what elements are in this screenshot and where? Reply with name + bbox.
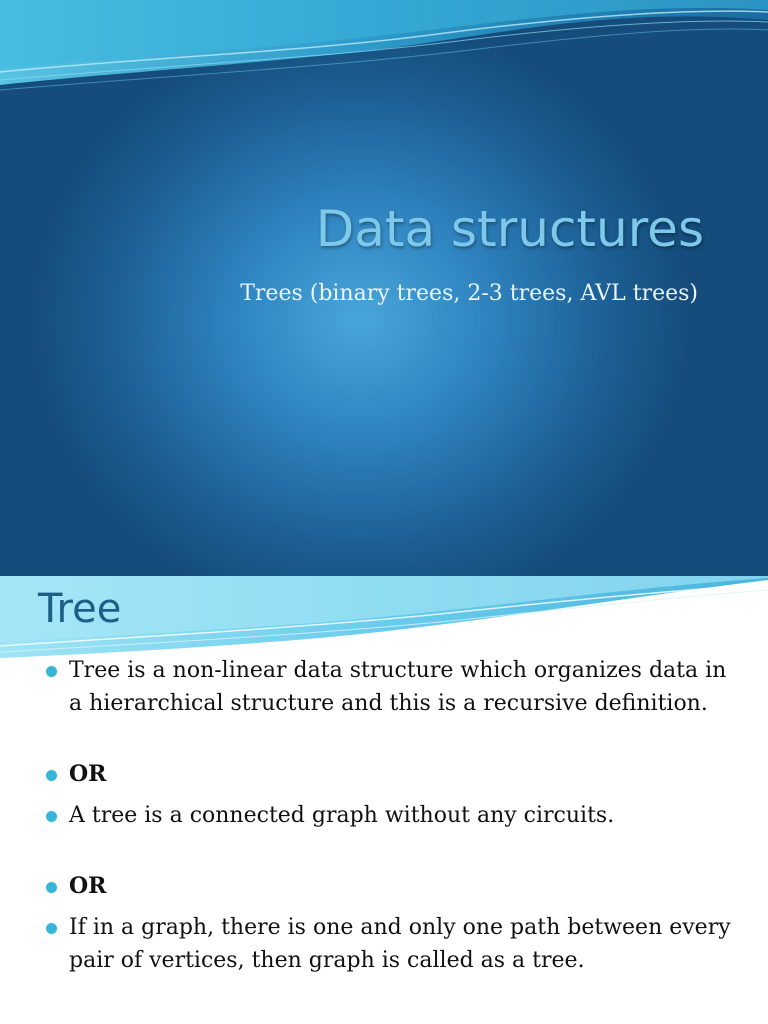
bullet-icon	[46, 666, 57, 677]
list-item	[46, 870, 746, 903]
bullet-text: Tree is a non-linear data structure which organizes data in a hierarchical structure and this is a recursive definition.	[69, 658, 727, 716]
bullet-icon	[46, 923, 57, 934]
bullet-list	[46, 654, 746, 977]
bullet-text: OR	[69, 761, 107, 787]
list-item	[46, 911, 746, 977]
list-item	[46, 799, 746, 832]
bullet-text: OR	[69, 873, 107, 899]
bullet-icon	[46, 882, 57, 893]
list-item	[46, 758, 746, 791]
list-item	[46, 654, 746, 720]
slide-title: Tree	[38, 586, 122, 632]
bullet-text: A tree is a connected graph without any circuits.	[69, 803, 615, 828]
bullet-icon	[46, 770, 57, 781]
bullet-text: If in a graph, there is one and only one path between every pair of vertices, then graph is called as a tree.	[69, 915, 731, 973]
wave-decoration	[0, 0, 768, 110]
slide-subtitle: Trees (binary trees, 2-3 trees, AVL trees)	[240, 281, 698, 306]
bullet-icon	[46, 811, 57, 822]
content-slide	[0, 576, 768, 1024]
slide-title: Data structures	[315, 200, 704, 258]
